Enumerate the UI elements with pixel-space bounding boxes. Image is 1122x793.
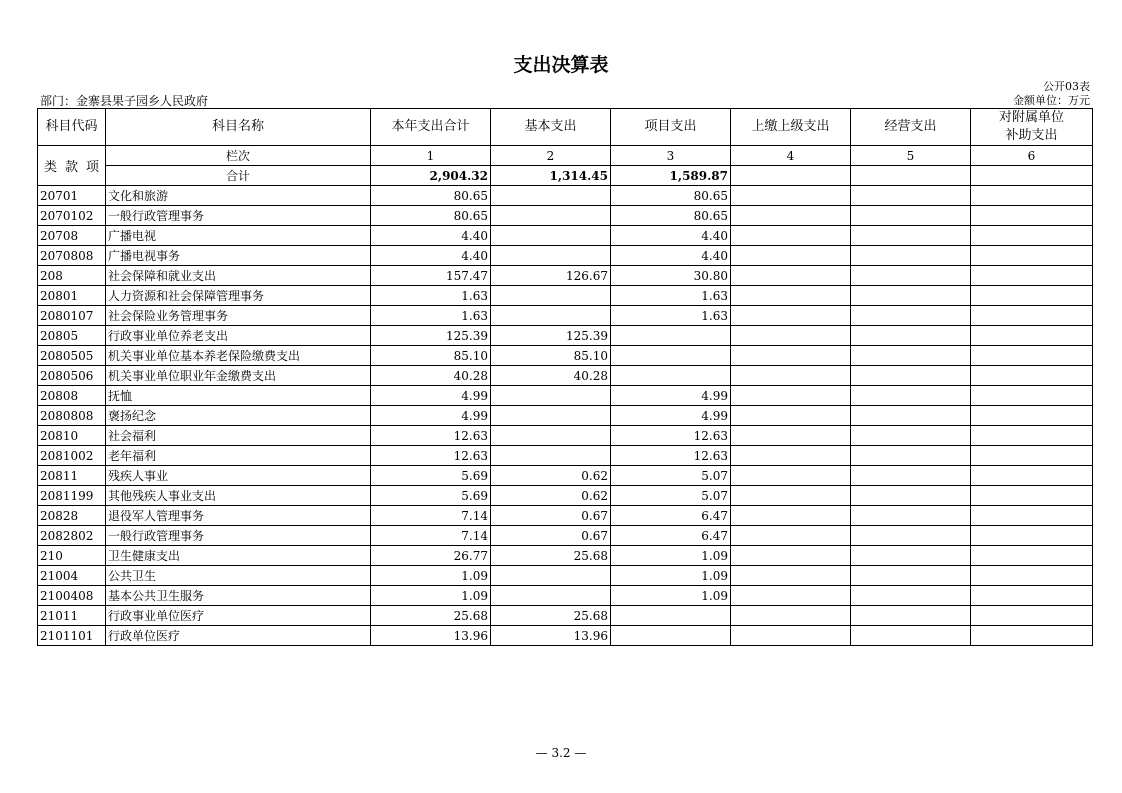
row-total: 12.63 (371, 446, 491, 466)
row-code: 20701 (38, 186, 106, 206)
row-code: 20810 (38, 426, 106, 446)
row-business (851, 326, 971, 346)
row-subsidy (971, 446, 1093, 466)
row-subsidy (971, 486, 1093, 506)
row-basic: 0.62 (491, 466, 611, 486)
row-total: 1.09 (371, 586, 491, 606)
row-code: 210 (38, 546, 106, 566)
row-upper (731, 366, 851, 386)
row-project: 5.07 (611, 466, 731, 486)
row-name: 褒扬纪念 (106, 406, 371, 426)
row-upper (731, 526, 851, 546)
table-row (38, 466, 1093, 486)
row-total: 4.99 (371, 406, 491, 426)
row-project: 1.09 (611, 546, 731, 566)
form-number: 公开03表 (1043, 80, 1090, 93)
row-subsidy (971, 426, 1093, 446)
row-project (611, 326, 731, 346)
row-subsidy (971, 546, 1093, 566)
row-total: 85.10 (371, 346, 491, 366)
row-name: 行政事业单位养老支出 (106, 326, 371, 346)
row-upper (731, 386, 851, 406)
table-row (38, 586, 1093, 606)
row-upper (731, 226, 851, 246)
row-business (851, 606, 971, 626)
total-project: 1,589.87 (611, 166, 731, 186)
row-business (851, 566, 971, 586)
row-project: 4.40 (611, 246, 731, 266)
row-project: 4.40 (611, 226, 731, 246)
row-subsidy (971, 206, 1093, 226)
table-row (38, 386, 1093, 406)
row-total: 4.40 (371, 246, 491, 266)
row-project: 6.47 (611, 526, 731, 546)
row-subsidy (971, 266, 1093, 286)
row-business (851, 246, 971, 266)
table-row (38, 406, 1093, 426)
row-project (611, 626, 731, 646)
row-code: 21011 (38, 606, 106, 626)
row-upper (731, 546, 851, 566)
row-code: 20828 (38, 506, 106, 526)
row-code: 20708 (38, 226, 106, 246)
row-upper (731, 186, 851, 206)
row-business (851, 426, 971, 446)
row-project: 1.63 (611, 306, 731, 326)
expenditure-table (37, 108, 1093, 646)
row-total: 80.65 (371, 206, 491, 226)
row-name: 社会福利 (106, 426, 371, 446)
table-row (38, 266, 1093, 286)
row-name: 人力资源和社会保障管理事务 (106, 286, 371, 306)
row-total: 1.63 (371, 286, 491, 306)
header-project: 项目支出 (611, 109, 731, 146)
column-number-4: 4 (731, 146, 851, 166)
row-basic (491, 386, 611, 406)
row-project: 80.65 (611, 206, 731, 226)
row-subsidy (971, 626, 1093, 646)
row-business (851, 406, 971, 426)
row-business (851, 346, 971, 366)
row-project: 80.65 (611, 186, 731, 206)
row-code: 2101101 (38, 626, 106, 646)
header-business: 经营支出 (851, 109, 971, 146)
row-business (851, 266, 971, 286)
row-upper (731, 446, 851, 466)
page-title: 支出决算表 (513, 54, 609, 76)
row-subsidy (971, 286, 1093, 306)
row-subsidy (971, 386, 1093, 406)
page-number: — 3.2 — (535, 746, 587, 760)
row-business (851, 226, 971, 246)
row-basic (491, 586, 611, 606)
table-row (38, 606, 1093, 626)
table-row (38, 366, 1093, 386)
row-project: 1.09 (611, 566, 731, 586)
column-number-2: 2 (491, 146, 611, 166)
table-row (38, 566, 1093, 586)
header-basic: 基本支出 (491, 109, 611, 146)
header-subsidy-line2: 补助支出 (1005, 128, 1058, 143)
row-name: 退役军人管理事务 (106, 506, 371, 526)
row-business (851, 506, 971, 526)
row-basic: 25.68 (491, 606, 611, 626)
column-number-6: 6 (971, 146, 1093, 166)
row-business (851, 186, 971, 206)
table-row (38, 306, 1093, 326)
row-upper (731, 306, 851, 326)
row-upper (731, 246, 851, 266)
row-code: 2070808 (38, 246, 106, 266)
row-basic: 25.68 (491, 546, 611, 566)
row-business (851, 286, 971, 306)
table-row (38, 246, 1093, 266)
row-project (611, 606, 731, 626)
row-total: 5.69 (371, 466, 491, 486)
row-name: 社会保险业务管理事务 (106, 306, 371, 326)
row-upper (731, 406, 851, 426)
row-code: 2070102 (38, 206, 106, 226)
row-project (611, 366, 731, 386)
table-row (38, 346, 1093, 366)
header-name: 科目名称 (106, 109, 371, 146)
total-sum: 2,904.32 (371, 166, 491, 186)
row-name: 其他残疾人事业支出 (106, 486, 371, 506)
column-number-label: 栏次 (106, 146, 371, 166)
unit-label: 金额单位：万元 (1013, 94, 1090, 107)
row-basic (491, 246, 611, 266)
row-total: 40.28 (371, 366, 491, 386)
row-code: 20808 (38, 386, 106, 406)
row-subsidy (971, 346, 1093, 366)
row-name: 一般行政管理事务 (106, 526, 371, 546)
row-upper (731, 626, 851, 646)
row-total: 7.14 (371, 506, 491, 526)
total-upper (731, 166, 851, 186)
column-number-5: 5 (851, 146, 971, 166)
row-name: 公共卫生 (106, 566, 371, 586)
row-basic: 125.39 (491, 326, 611, 346)
row-total: 5.69 (371, 486, 491, 506)
row-subsidy (971, 366, 1093, 386)
row-code: 2080506 (38, 366, 106, 386)
table-row (38, 226, 1093, 246)
row-name: 一般行政管理事务 (106, 206, 371, 226)
row-upper (731, 566, 851, 586)
row-code: 2080808 (38, 406, 106, 426)
row-business (851, 446, 971, 466)
row-code: 21004 (38, 566, 106, 586)
table-row (38, 506, 1093, 526)
total-label: 合计 (106, 166, 371, 186)
row-subsidy (971, 246, 1093, 266)
row-code: 20811 (38, 466, 106, 486)
row-code: 2081199 (38, 486, 106, 506)
row-subsidy (971, 226, 1093, 246)
row-upper (731, 326, 851, 346)
table-row (38, 286, 1093, 306)
row-name: 广播电视事务 (106, 246, 371, 266)
row-subsidy (971, 406, 1093, 426)
row-name: 机关事业单位基本养老保险缴费支出 (106, 346, 371, 366)
row-basic (491, 186, 611, 206)
row-business (851, 306, 971, 326)
row-business (851, 526, 971, 546)
row-subsidy (971, 586, 1093, 606)
row-name: 广播电视 (106, 226, 371, 246)
row-project: 1.09 (611, 586, 731, 606)
header-subsidy (971, 109, 1093, 146)
row-subsidy (971, 566, 1093, 586)
row-basic (491, 286, 611, 306)
level-kuan: 款 (64, 160, 78, 175)
level-lei: 类 (43, 160, 57, 175)
total-business (851, 166, 971, 186)
row-project: 30.80 (611, 266, 731, 286)
row-basic (491, 206, 611, 226)
row-name: 抚恤 (106, 386, 371, 406)
row-business (851, 206, 971, 226)
row-business (851, 386, 971, 406)
table-row (38, 426, 1093, 446)
row-subsidy (971, 186, 1093, 206)
row-basic: 126.67 (491, 266, 611, 286)
row-total: 12.63 (371, 426, 491, 446)
table-row (38, 446, 1093, 466)
row-total: 157.47 (371, 266, 491, 286)
row-upper (731, 506, 851, 526)
row-business (851, 466, 971, 486)
header-total: 本年支出合计 (371, 109, 491, 146)
row-business (851, 366, 971, 386)
row-name: 卫生健康支出 (106, 546, 371, 566)
row-total: 4.40 (371, 226, 491, 246)
row-project (611, 346, 731, 366)
row-upper (731, 286, 851, 306)
row-subsidy (971, 466, 1093, 486)
row-business (851, 486, 971, 506)
row-subsidy (971, 606, 1093, 626)
column-number-3: 3 (611, 146, 731, 166)
total-basic: 1,314.45 (491, 166, 611, 186)
row-basic: 85.10 (491, 346, 611, 366)
row-code: 2080505 (38, 346, 106, 366)
row-basic: 0.67 (491, 506, 611, 526)
row-upper (731, 426, 851, 446)
row-code: 2100408 (38, 586, 106, 606)
row-project: 6.47 (611, 506, 731, 526)
row-upper (731, 266, 851, 286)
row-subsidy (971, 306, 1093, 326)
row-code: 20801 (38, 286, 106, 306)
header-code: 科目代码 (38, 109, 106, 146)
row-code: 208 (38, 266, 106, 286)
row-name: 基本公共卫生服务 (106, 586, 371, 606)
row-basic: 40.28 (491, 366, 611, 386)
row-total: 13.96 (371, 626, 491, 646)
row-basic (491, 306, 611, 326)
row-total: 26.77 (371, 546, 491, 566)
row-basic (491, 406, 611, 426)
row-project: 1.63 (611, 286, 731, 306)
row-subsidy (971, 506, 1093, 526)
row-total: 25.68 (371, 606, 491, 626)
row-total: 7.14 (371, 526, 491, 546)
table-row (38, 526, 1093, 546)
row-name: 社会保障和就业支出 (106, 266, 371, 286)
row-basic (491, 226, 611, 246)
row-total: 4.99 (371, 386, 491, 406)
table-row (38, 186, 1093, 206)
row-business (851, 626, 971, 646)
row-basic (491, 566, 611, 586)
row-basic: 0.62 (491, 486, 611, 506)
row-project: 5.07 (611, 486, 731, 506)
row-total: 125.39 (371, 326, 491, 346)
row-code: 2080107 (38, 306, 106, 326)
column-number-1: 1 (371, 146, 491, 166)
row-basic: 13.96 (491, 626, 611, 646)
row-subsidy (971, 526, 1093, 546)
row-upper (731, 346, 851, 366)
header-upper: 上缴上级支出 (731, 109, 851, 146)
row-total: 80.65 (371, 186, 491, 206)
table-row (38, 206, 1093, 226)
row-name: 机关事业单位职业年金缴费支出 (106, 366, 371, 386)
row-basic (491, 426, 611, 446)
row-project: 12.63 (611, 446, 731, 466)
total-subsidy (971, 166, 1093, 186)
row-code: 2082802 (38, 526, 106, 546)
table-row (38, 326, 1093, 346)
header-subsidy-line1: 对附属单位 (998, 110, 1064, 125)
row-name: 行政单位医疗 (106, 626, 371, 646)
table-body (38, 186, 1093, 646)
level-xiang: 项 (85, 160, 99, 175)
row-name: 文化和旅游 (106, 186, 371, 206)
row-total: 1.09 (371, 566, 491, 586)
table-row (38, 626, 1093, 646)
table-row (38, 486, 1093, 506)
row-upper (731, 466, 851, 486)
department-label: 部门：金寨县果子园乡人民政府 (40, 94, 209, 108)
row-basic: 0.67 (491, 526, 611, 546)
row-name: 老年福利 (106, 446, 371, 466)
row-project: 12.63 (611, 426, 731, 446)
row-code: 20805 (38, 326, 106, 346)
row-subsidy (971, 326, 1093, 346)
row-upper (731, 606, 851, 626)
row-project: 4.99 (611, 386, 731, 406)
row-business (851, 586, 971, 606)
row-name: 行政事业单位医疗 (106, 606, 371, 626)
row-upper (731, 486, 851, 506)
row-name: 残疾人事业 (106, 466, 371, 486)
row-code: 2081002 (38, 446, 106, 466)
table-row (38, 546, 1093, 566)
row-project: 4.99 (611, 406, 731, 426)
row-upper (731, 206, 851, 226)
row-upper (731, 586, 851, 606)
row-total: 1.63 (371, 306, 491, 326)
row-basic (491, 446, 611, 466)
level-labels (38, 146, 106, 186)
row-business (851, 546, 971, 566)
